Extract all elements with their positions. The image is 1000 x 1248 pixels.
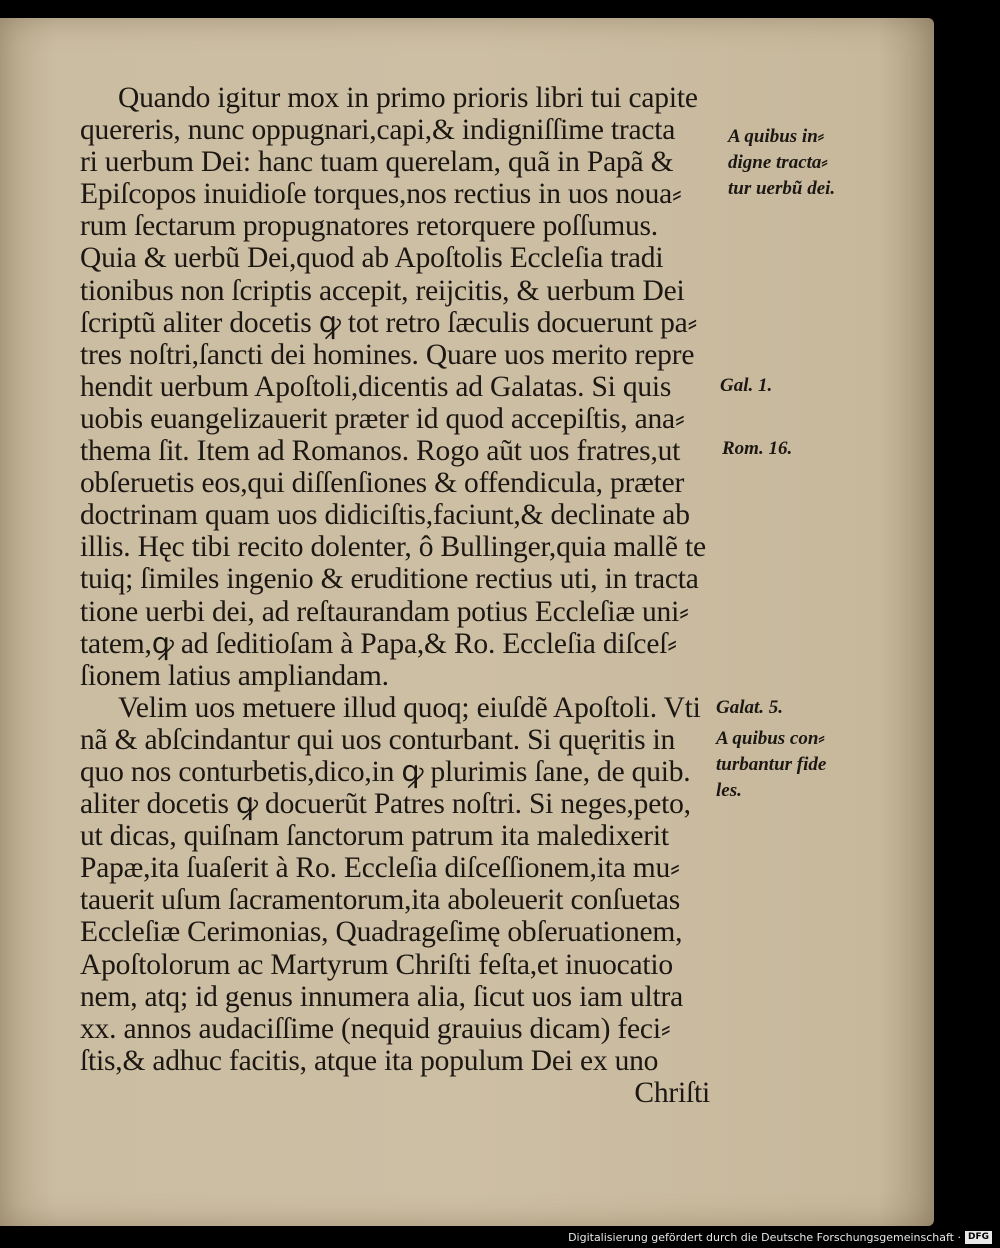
text-line: ri uerbum Dei: hanc tuam querelam, quã in Papã &	[80, 146, 674, 179]
margin-note-line: les.	[716, 780, 742, 801]
footer-text: Digitalisierung gefördert durch die Deutsche Forschungsgemeinschaft ·	[568, 1231, 961, 1244]
text-line: Epiſcopos inuidioſe torques,nos rectius in uos noua⸗	[80, 178, 682, 211]
text-line: hendit uerbum Apoſtoli,dicentis ad Galatas. Si quis	[80, 370, 672, 403]
margin-note-line: turbantur fide	[716, 754, 827, 775]
text-line: Quia & uerbũ Dei,quod ab Apoſtolis Eccleſia tradi	[80, 242, 664, 275]
margin-note-line: tur uerbũ dei.	[728, 178, 836, 199]
text-line: doctrinam quam uos didiciſtis,faciunt,& declinate ab	[80, 499, 690, 532]
text-line: Apoſtolorum ac Martyrum Chriſti feſta,et inuocatio	[80, 948, 673, 981]
catchword: Chriſti	[634, 1076, 710, 1109]
body-text	[80, 82, 720, 1109]
text-line: aliter docetis ꝙ docuerũt Patres noſtri. Si neges,peto,	[80, 788, 691, 821]
text-line: ſtis,& adhuc facitis, atque ita populum Dei ex uno	[80, 1044, 659, 1077]
text-line: ut dicas, quiſnam ſanctorum patrum ita maledixerit	[80, 820, 669, 853]
text-line: tatem,ꝙ ad ſeditioſam à Papa,& Ro. Eccleſia diſceſ⸗	[80, 627, 677, 660]
margin-note-line: A quibus in⸗	[728, 126, 825, 147]
text-line: obſeruetis eos,qui diſſenſiones & offendicula, præter	[80, 467, 685, 500]
dfg-logo: DFG	[965, 1231, 992, 1244]
text-line: quereris, nunc oppugnari,capi,& indigniſſime tracta	[80, 114, 676, 147]
text-line: tauerit uſum ſacramentorum,ita aboleuerit conſuetas	[80, 884, 681, 917]
margin-note-line: digne tracta⸗	[728, 152, 828, 173]
text-line: Eccleſiæ Cerimonias, Quadrageſimę obſeruationem,	[80, 916, 683, 949]
text-line: Quando igitur mox in primo prioris libri tui capite	[118, 82, 698, 114]
digitization-footer	[568, 1231, 992, 1244]
margin-note-line: Rom. 16.	[722, 438, 793, 459]
text-line: xx. annos audaciſſime (nequid grauius dicam) feci⸗	[80, 1012, 671, 1045]
text-line: nem, atq; id genus innumera alia, ſicut uos iam ultra	[80, 980, 684, 1013]
text-line: tuiq; ſimiles ingenio & eruditione rectius uti, in tracta	[80, 563, 699, 596]
margin-note-galat-5	[716, 695, 783, 721]
text-line: rum ſectarum propugnatores retorquere poſſumus.	[80, 210, 658, 243]
text-line: tione uerbi dei, ad reſtaurandam potius Eccleſiæ uni⸗	[80, 595, 689, 628]
text-line: tres noſtri,ſancti dei homines. Quare uos merito repre	[80, 338, 695, 371]
book-page	[0, 18, 934, 1226]
margin-note-line: Gal. 1.	[720, 375, 773, 396]
margin-note-rom-16	[722, 436, 792, 462]
text-line: tionibus non ſcriptis accepit, reijcitis, & uerbum Dei	[80, 274, 685, 307]
text-line: illis. Hęc tibi recito dolenter, ô Bullinger,quia mallẽ te	[80, 531, 706, 564]
text-line: uobis euangelizauerit præter id quod accepiſtis, ana⸗	[80, 402, 685, 435]
text-line: Velim uos metuere illud quoq; eiuſdẽ Apoſtoli. Vti	[118, 691, 701, 724]
text-line: Papæ,ita ſuaſerit à Ro. Eccleſia diſceſſionem,ita mu⸗	[80, 852, 680, 885]
margin-note-line: A quibus con⸗	[716, 728, 825, 749]
text-line: quo nos conturbetis,dico,in ꝙ plurimis ſane, de quib.	[80, 755, 691, 788]
text-line: thema ſit. Item ad Romanos. Rogo aũt uos fratres,ut	[80, 435, 681, 468]
margin-note-line: Galat. 5.	[716, 697, 784, 718]
margin-note-a-quibus-indigne	[728, 124, 835, 202]
text-line: ſcriptũ aliter docetis ꝙ tot retro ſæculis docuerunt pa⸗	[80, 306, 698, 339]
margin-note-gal-1	[720, 373, 772, 399]
margin-note-a-quibus-conturbantur	[716, 726, 826, 804]
text-line: ſionem latius ampliandam.	[80, 659, 389, 692]
text-line: nã & abſcindantur qui uos conturbant. Si quęritis in	[80, 723, 676, 756]
